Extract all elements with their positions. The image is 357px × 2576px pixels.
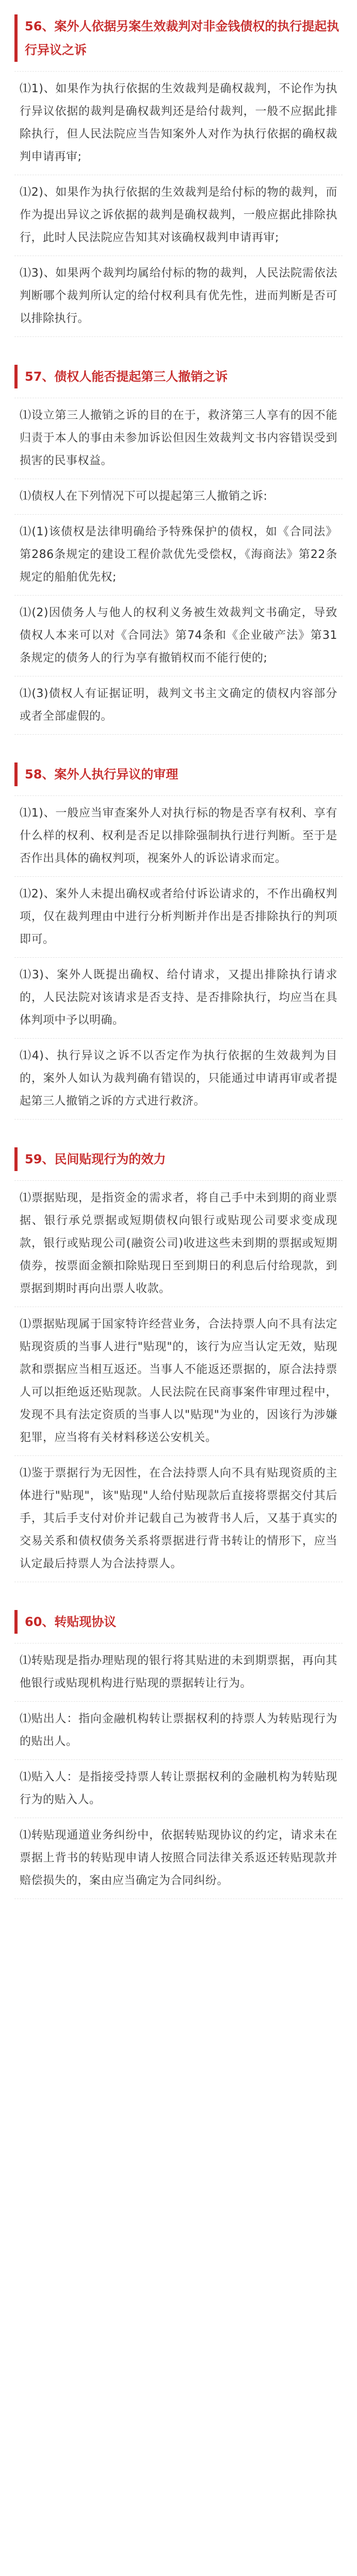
paragraph: ⑴贴出人：指向金融机构转让票据权利的持票人为转贴现行为的贴出人。 xyxy=(14,1702,343,1760)
section-body xyxy=(14,1180,343,1582)
section-body xyxy=(14,1643,343,1899)
paragraph: ⑴鉴于票据行为无因性，在合法持票人向不具有贴现资质的主体进行"贴现"，该"贴现"人给付贴现款后直接将票据交付其后手，其后手支付对价并记载自己为被背书人后，又基于真实的交易关系和债权债务关系将票据进行背书转让的情形下，应当认定最后持票人为合法持票人。 xyxy=(14,1456,343,1582)
section-body xyxy=(14,71,343,337)
paragraph: ⑴(2)因债务人与他人的权利义务被生效裁判文书确定，导致债权人本来可以对《合同法》第74条和《企业破产法》第31条规定的债务人的行为享有撤销权而不能行使的; xyxy=(14,596,343,676)
paragraph: ⑴转贴现是指办理贴现的银行将其贴进的未到期票据，再向其他银行或贴现机构进行贴现的票据转让行为。 xyxy=(14,1643,343,1702)
paragraph: ⑴(3)债权人有证据证明，裁判文书主文确定的债权内容部分或者全部虚假的。 xyxy=(14,676,343,735)
section-title: 56、案外人依据另案生效裁判对非金钱债权的执行提起执行异议之诉 xyxy=(14,14,343,62)
section-title: 57、债权人能否提起第三人撤销之诉 xyxy=(14,365,343,388)
paragraph: ⑴4)、执行异议之诉不以否定作为执行依据的生效裁判为目的，案外人如认为裁判确有错误的，只能通过申请再审或者提起第三人撤销之诉的方式进行救济。 xyxy=(14,1039,343,1120)
section-title: 60、转贴现协议 xyxy=(14,1610,343,1634)
paragraph: ⑴1)、如果作为执行依据的生效裁判是确权裁判，不论作为执行异议依据的裁判是确权裁判还是给付裁判，一般不应据此排除执行，但人民法院应当告知案外人对作为执行依据的确权裁判申请再审; xyxy=(14,72,343,175)
section-body xyxy=(14,795,343,1120)
paragraph: ⑴票据贴现属于国家特许经营业务，合法持票人向不具有法定贴现资质的当事人进行"贴现"的，该行为应当认定无效，贴现款和票据应当相互返还。当事人不能返还票据的，原合法持票人可以拒绝返还贴现款。人民法院在民商事案件审理过程中，发现不具有法定资质的当事人以"贴现"为业的，因该行为涉嫌犯罪，应当将有关材料移送公安机关。 xyxy=(14,1307,343,1456)
section-title: 59、民间贴现行为的效力 xyxy=(14,1147,343,1171)
paragraph: ⑴票据贴现，是指资金的需求者，将自己手中未到期的商业票据、银行承兑票据或短期债权向银行或贴现公司要求变成现款，银行或贴现公司(融资公司)收进这些未到期的票据或短期债券，按票面金额扣除贴现日至到期日的利息后付给现款，到票据到期时再向出票人收款。 xyxy=(14,1181,343,1307)
paragraph: ⑴3)、如果两个裁判均属给付标的物的裁判，人民法院需依法判断哪个裁判所认定的给付权利具有优先性，进而判断是否可以排除执行。 xyxy=(14,256,343,337)
section-body xyxy=(14,398,343,735)
paragraph: ⑴(1)该债权是法律明确给予特殊保护的债权，如《合同法》第286条规定的建设工程价款优先受偿权，《海商法》第22条规定的船舶优先权; xyxy=(14,515,343,596)
paragraph: ⑴设立第三人撤销之诉的目的在于，救济第三人享有的因不能归责于本人的事由未参加诉讼但因生效裁判文书内容错误受到损害的民事权益。 xyxy=(14,398,343,479)
paragraph: ⑴2)、案外人未提出确权或者给付诉讼请求的，不作出确权判项，仅在裁判理由中进行分析判断并作出是否排除执行的判项即可。 xyxy=(14,877,343,958)
paragraph: ⑴债权人在下列情况下可以提起第三人撤销之诉: xyxy=(14,479,343,515)
paragraph: ⑴2)、如果作为执行依据的生效裁判是给付标的物的裁判，而作为提出异议之诉依据的裁判是确权裁判，一般应据此排除执行，此时人民法院应告知其对该确权裁判申请再审; xyxy=(14,175,343,256)
paragraph: ⑴贴入人：是指接受持票人转让票据权利的金融机构为转贴现行为的贴入人。 xyxy=(14,1760,343,1818)
paragraph: ⑴转贴现通道业务纠纷中，依据转贴现协议的约定，请求未在票据上背书的转贴现申请人按照合同法律关系返还转贴现款并赔偿损失的，案由应当确定为合同纠纷。 xyxy=(14,1818,343,1899)
paragraph: ⑴3)、案外人既提出确权、给付请求，又提出排除执行请求的，人民法院对该请求是否支持、是否排除执行，均应当在具体判项中予以明确。 xyxy=(14,958,343,1039)
paragraph: ⑴1)、一般应当审查案外人对执行标的物是否享有权利、享有什么样的权利、权利是否足以排除强制执行进行判断。至于是否作出具体的确权判项，视案外人的诉讼请求而定。 xyxy=(14,796,343,877)
section-title: 58、案外人执行异议的审理 xyxy=(14,762,343,786)
